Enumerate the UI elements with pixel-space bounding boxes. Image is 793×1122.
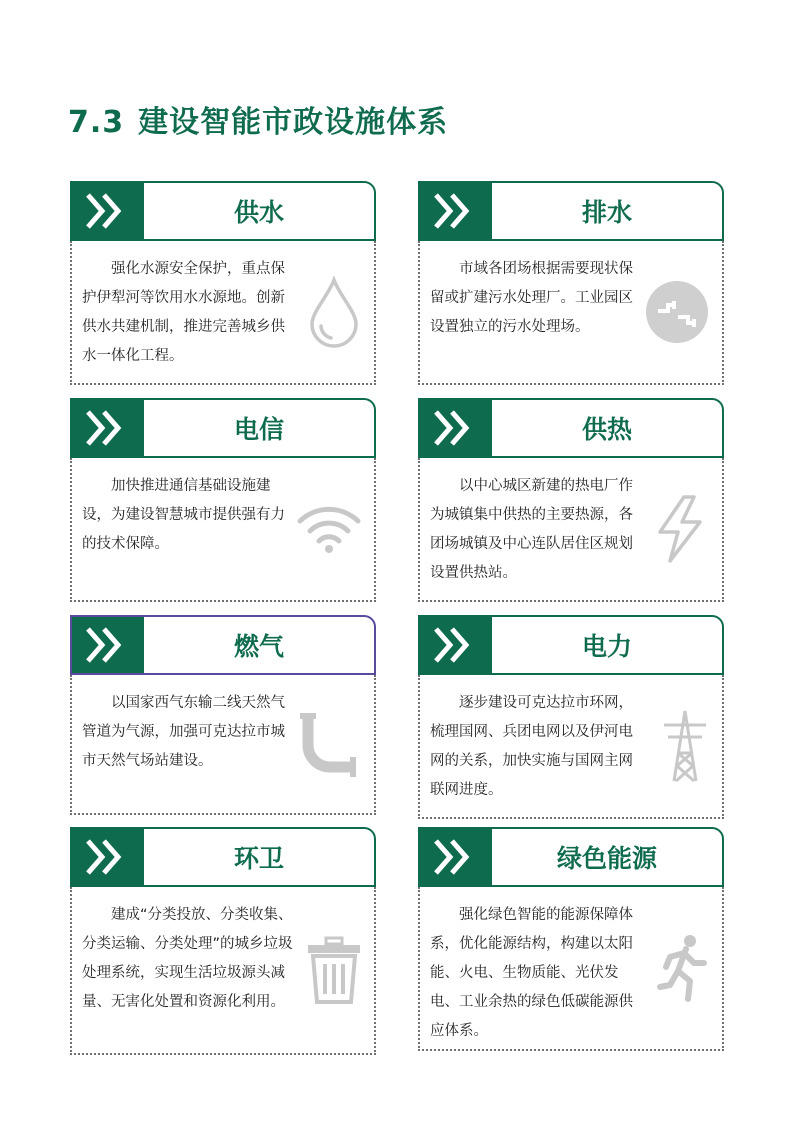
card-text: 建成“分类投放、分类收集、分类运输、分类处理”的城乡垃圾处理系统，实现生活垃圾源头减量、无害化处置和资源化利用。 (82, 907, 293, 1010)
card-title: 绿色能源 (556, 844, 657, 873)
card-body (70, 458, 376, 602)
chevron-block (420, 183, 492, 239)
card-water-supply (70, 181, 376, 385)
section-number: 7.3 (68, 105, 125, 140)
double-chevron-icon (432, 408, 480, 448)
card-text: 以国家西气东输二线天然气管道为气源，加强可克达拉市城市天然气场站建设。 (82, 695, 285, 769)
double-chevron-icon (84, 408, 132, 448)
card-body (418, 887, 724, 1051)
card-header (418, 827, 724, 887)
card-heating (418, 398, 724, 602)
card-telecom (70, 398, 376, 602)
card-title: 供热 (581, 415, 632, 444)
card-header (70, 398, 376, 458)
card-title: 电信 (233, 415, 284, 444)
wifi-icon (296, 503, 362, 555)
card-green-energy (418, 827, 724, 1051)
card-text: 强化绿色智能的能源保障体系，优化能源结构，构建以太阳能、火电、生物质能、光伏发电、工业余热的绿色低碳能源供应体系。 (430, 907, 633, 1039)
card-gas (70, 615, 376, 815)
card-text: 市域各团场根据需要现状保留或扩建污水处理厂。工业园区设置独立的污水处理场。 (430, 261, 633, 335)
chevron-block (420, 829, 492, 885)
card-text: 强化水源安全保护，重点保护伊犁河等饮用水水源地。创新供水共建机制，推进完善城乡供水一体化工程。 (82, 261, 285, 364)
card-body (70, 675, 376, 815)
card-header (418, 181, 724, 241)
chevron-block (72, 829, 144, 885)
card-text: 加快推进通信基础设施建设，为建设智慧城市提供强有力的技术保障。 (82, 478, 285, 552)
water-drop-icon (306, 276, 362, 348)
double-chevron-icon (432, 837, 480, 877)
chevron-block (72, 617, 144, 673)
card-title: 环卫 (233, 844, 284, 873)
card-text: 以中心城区新建的热电厂作为城镇集中供热的主要热源，各团场城镇及中心连队居住区规划设置供热站。 (430, 478, 633, 581)
double-chevron-icon (84, 625, 132, 665)
trash-bin-icon (306, 936, 362, 1004)
runner-icon (656, 933, 710, 1003)
double-chevron-icon (84, 191, 132, 231)
chevron-block (420, 400, 492, 456)
drainage-icon (644, 279, 710, 345)
chevron-block (72, 183, 144, 239)
card-power (418, 615, 724, 819)
card-title: 电力 (581, 632, 632, 661)
power-tower-icon (660, 709, 710, 783)
card-body (418, 458, 724, 602)
card-header (70, 615, 376, 675)
card-body (418, 241, 724, 385)
card-body (70, 241, 376, 385)
chevron-block (420, 617, 492, 673)
card-title: 供水 (233, 198, 284, 227)
card-body (418, 675, 724, 819)
card-sanitation (70, 827, 376, 1055)
double-chevron-icon (432, 625, 480, 665)
double-chevron-icon (432, 191, 480, 231)
card-header (418, 615, 724, 675)
card-drainage (418, 181, 724, 385)
card-title: 燃气 (233, 632, 284, 661)
chevron-block (72, 400, 144, 456)
card-text: 逐步建设可克达拉市环网，梳理国网、兵团电网以及伊河电网的关系，加快实施与国网主网联网进度。 (430, 695, 633, 798)
section-title: 建设智能市政设施体系 (138, 105, 449, 140)
page-title (68, 97, 448, 141)
card-header (418, 398, 724, 458)
double-chevron-icon (84, 837, 132, 877)
card-header (70, 181, 376, 241)
card-body (70, 887, 376, 1055)
lightning-icon (650, 494, 710, 564)
pipe-icon (296, 711, 362, 777)
card-header (70, 827, 376, 887)
card-title: 排水 (581, 198, 632, 227)
